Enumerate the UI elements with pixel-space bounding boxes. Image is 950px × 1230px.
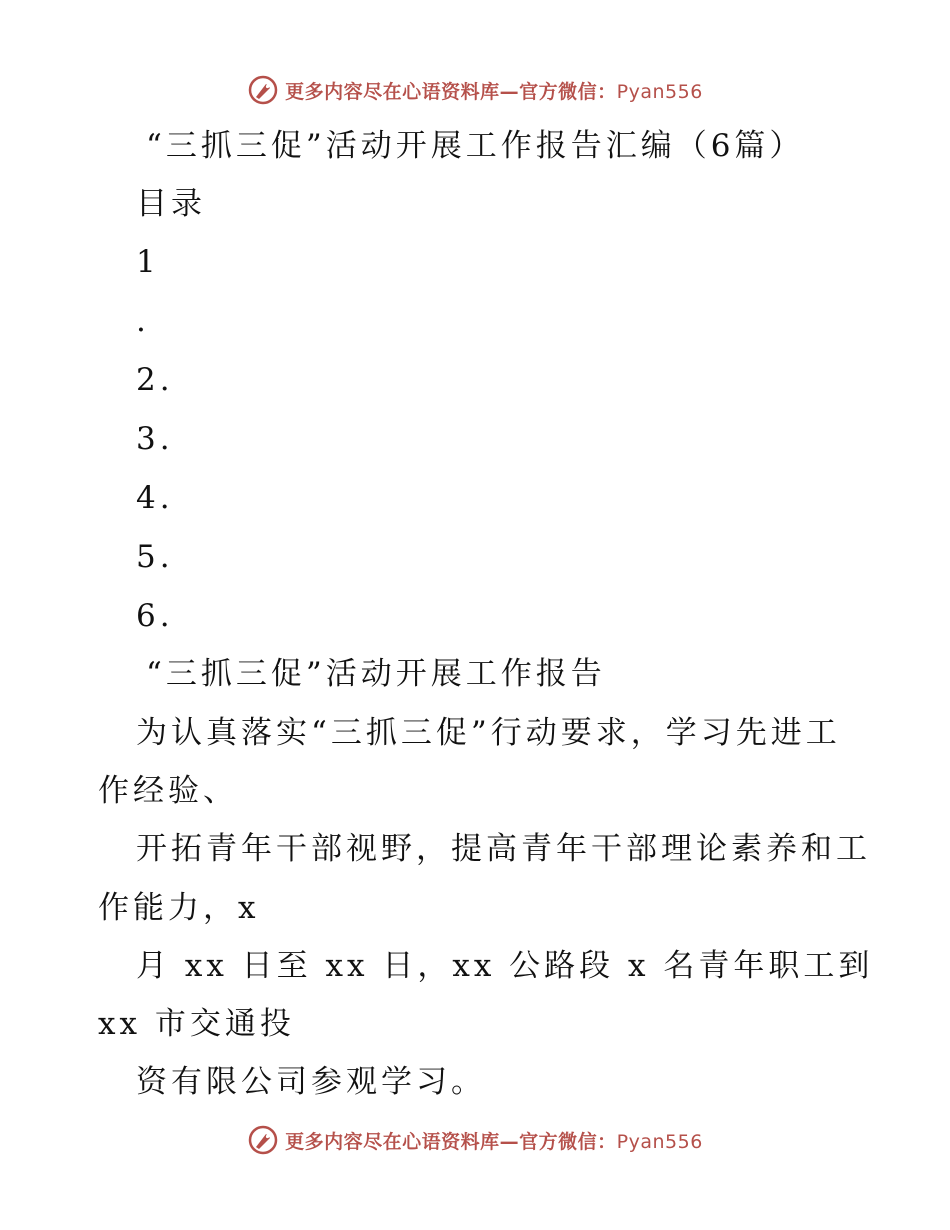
body-paragraph-line: 作能力，x xyxy=(98,890,260,926)
toc-item: 5. xyxy=(136,539,174,575)
body-paragraph-line: 作经验、 xyxy=(98,773,238,809)
body-paragraph-line: 资有限公司参观学习。 xyxy=(136,1064,486,1100)
body-paragraph-line: 开拓青年干部视野，提高青年干部理论素养和工 xyxy=(136,831,871,867)
section-title: “三抓三促”活动开展工作报告 xyxy=(146,656,606,692)
toc-item: 1 xyxy=(136,244,160,280)
body-paragraph-line: 为认真落实“三抓三促”行动要求，学习先进工 xyxy=(136,715,841,751)
toc-item: 6. xyxy=(136,598,174,634)
document-title: “三抓三促”活动开展工作报告汇编（6篇） xyxy=(146,128,805,164)
toc-heading: 目录 xyxy=(136,186,206,222)
body-paragraph-line: xx 市交通投 xyxy=(98,1006,295,1042)
pen-nib-logo-icon xyxy=(247,74,279,106)
watermark-text: 更多内容尽在心语资料库—官方微信：Pyan556 xyxy=(285,1130,703,1153)
body-paragraph-line: 月 xx 日至 xx 日，xx 公路段 x 名青年职工到 xyxy=(136,948,874,984)
watermark-banner-top xyxy=(0,70,950,110)
toc-item: 2. xyxy=(136,362,174,398)
watermark-banner-bottom xyxy=(0,1120,950,1160)
toc-item: 3. xyxy=(136,421,174,457)
toc-item: . xyxy=(136,303,150,339)
toc-item: 4. xyxy=(136,480,174,516)
watermark-text: 更多内容尽在心语资料库—官方微信：Pyan556 xyxy=(285,80,703,103)
pen-nib-logo-icon xyxy=(247,1124,279,1156)
